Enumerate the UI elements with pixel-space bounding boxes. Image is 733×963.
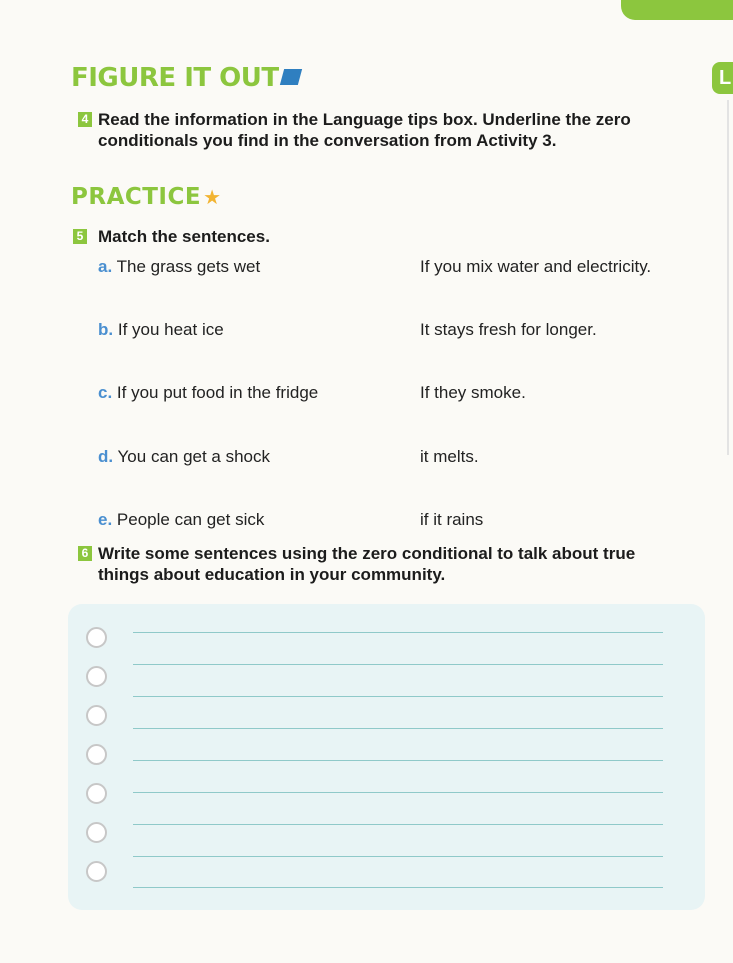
match-right-c: If they smoke. <box>420 383 526 402</box>
figure-it-out-heading <box>71 63 300 93</box>
writing-line-9[interactable] <box>133 887 663 888</box>
activity-6-number: 6 <box>78 546 92 561</box>
writing-line-6[interactable] <box>133 792 663 793</box>
match-left-text-b: If you heat ice <box>117 320 224 339</box>
side-unit-tab: L <box>712 62 733 94</box>
match-left-text-e: People can get sick <box>116 510 265 529</box>
green-corner-tab <box>621 0 733 20</box>
bullet-circle-5 <box>86 783 107 804</box>
writing-line-2[interactable] <box>133 664 663 665</box>
match-left-b <box>98 320 224 340</box>
match-right-e: if it rains <box>420 510 484 529</box>
bullet-circle-4 <box>86 744 107 765</box>
activity-4-line-2: conditionals you find in the conversation from Activity 3. <box>98 131 557 150</box>
match-letter-b: b. <box>98 320 114 339</box>
practice-heading-text: PRACTICE <box>71 184 202 210</box>
activity-4-number: 4 <box>78 112 92 127</box>
activity-6-instruction <box>98 543 635 585</box>
star-icon: ★ <box>203 185 222 209</box>
writing-line-1[interactable] <box>133 632 663 633</box>
match-letter-c: c. <box>98 383 113 402</box>
match-letter-a: a. <box>98 257 113 276</box>
activity-4-instruction <box>98 109 631 151</box>
match-right-d: it melts. <box>420 447 479 466</box>
bullet-circle-3 <box>86 705 107 726</box>
figure-heading-text: FIGURE IT OUT <box>71 63 279 93</box>
activity-5-instruction: Match the sentences. <box>98 227 270 246</box>
activity-6-line-1: Write some sentences using the zero conditional to talk about true <box>98 544 636 563</box>
match-left-d <box>98 447 270 467</box>
activity-6-line-2: things about education in your community. <box>98 565 446 584</box>
writing-line-5[interactable] <box>133 760 663 761</box>
activity-5-number: 5 <box>73 229 87 244</box>
practice-heading <box>71 184 222 210</box>
bullet-circle-1 <box>86 627 107 648</box>
bullet-circle-7 <box>86 861 107 882</box>
match-letter-d: d. <box>98 447 114 466</box>
match-left-e <box>98 510 264 530</box>
writing-line-8[interactable] <box>133 856 663 857</box>
match-left-c <box>98 383 318 403</box>
writing-line-4[interactable] <box>133 728 663 729</box>
match-left-a <box>98 257 260 277</box>
match-letter-e: e. <box>98 510 113 529</box>
pencil-icon <box>279 69 301 85</box>
match-right-b: It stays fresh for longer. <box>420 320 597 339</box>
bullet-circle-2 <box>86 666 107 687</box>
activity-4-line-1: Read the information in the Language tips box. Underline the zero <box>98 110 631 129</box>
match-left-text-d: You can get a shock <box>117 447 271 466</box>
match-right-a: If you mix water and electricity. <box>420 257 652 276</box>
match-left-text-c: If you put food in the fridge <box>116 383 319 402</box>
writing-line-3[interactable] <box>133 696 663 697</box>
writing-panel <box>68 604 705 910</box>
bullet-circle-6 <box>86 822 107 843</box>
match-left-text-a: The grass gets wet <box>116 257 261 276</box>
writing-line-7[interactable] <box>133 824 663 825</box>
bleed-through-rule <box>727 100 729 455</box>
